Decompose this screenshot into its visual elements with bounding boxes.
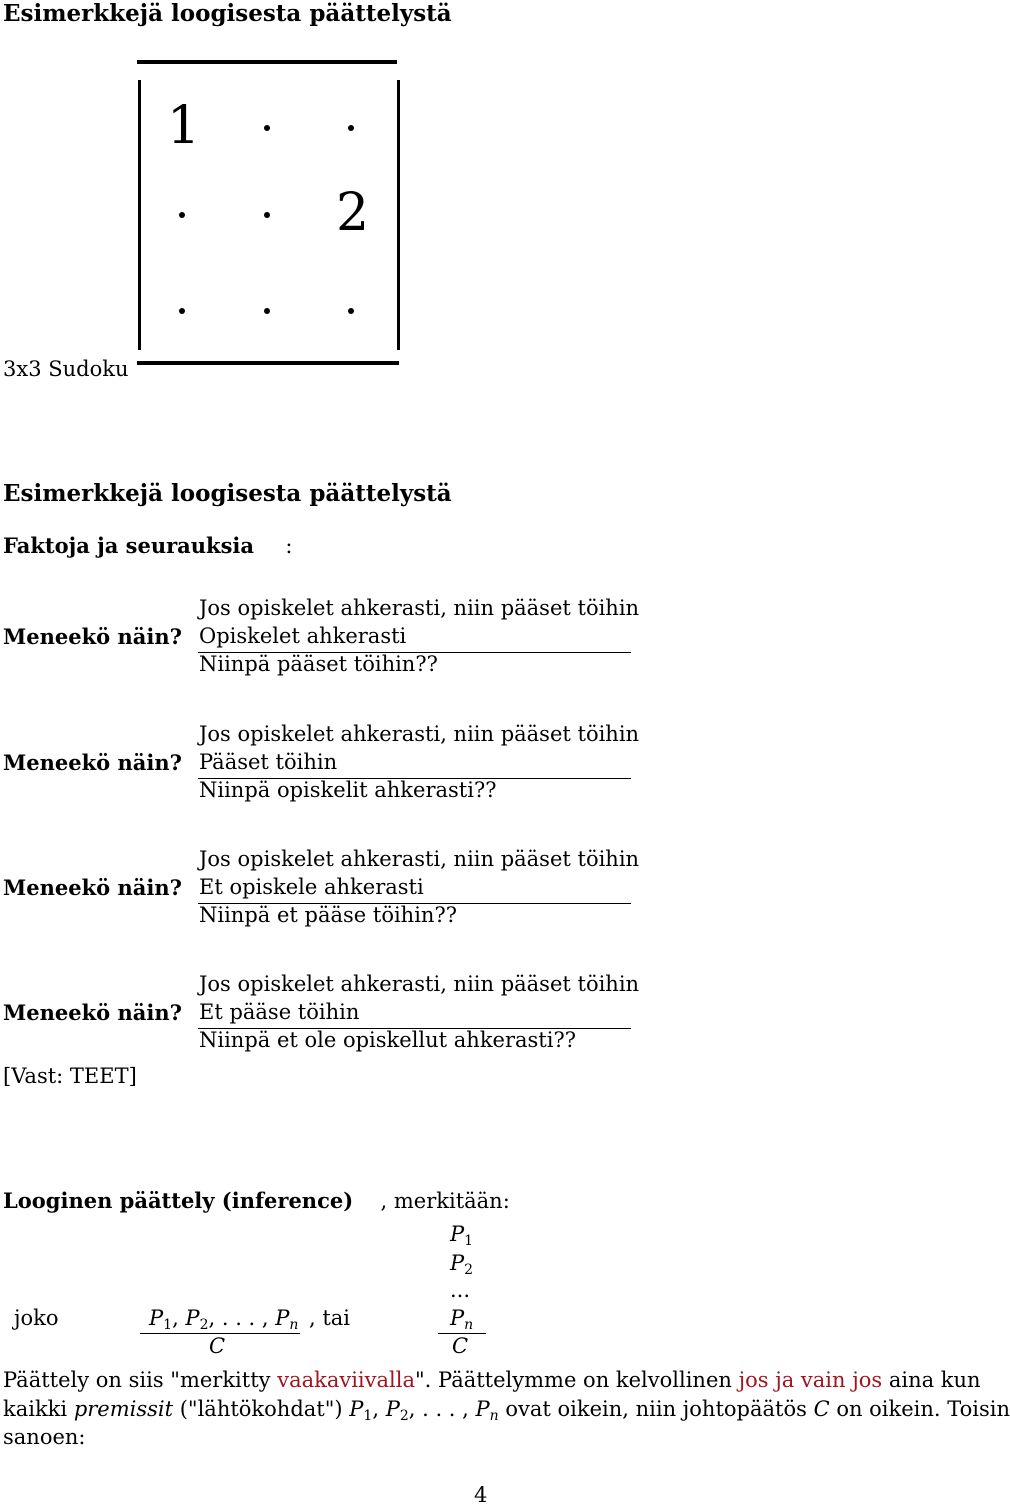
paragraph-text: aina kun [882, 1368, 981, 1392]
subscript: n [464, 1317, 474, 1333]
highlight-term: vain [800, 1368, 846, 1392]
sudoku-empty-cell-3-1 [179, 308, 185, 314]
conclusion-text: Niinpä et pääse töihin [199, 903, 435, 927]
sudoku-top-border [137, 60, 397, 64]
highlight-term: ja [768, 1368, 801, 1392]
premise-symbol: P [475, 1397, 490, 1421]
conclusion [199, 1028, 576, 1052]
sudoku-right-border [397, 80, 400, 350]
premise-symbol: P [450, 1306, 465, 1330]
premise-1: Jos opiskelet ahkerasti, niin pääset töihin [199, 722, 640, 746]
conclusion-symbol: C [813, 1397, 830, 1421]
conclusion [199, 652, 438, 676]
separator: , [408, 1397, 423, 1421]
question-label: Meneekö näin? [3, 624, 182, 649]
sudoku-empty-cell-1-2 [264, 125, 270, 131]
inference-suffix: , merkitään: [380, 1189, 510, 1213]
facts-label: Faktoja ja seurauksia [3, 533, 255, 558]
facts-colon: : [285, 534, 293, 558]
page-number: 4 [474, 1483, 488, 1507]
conclusion [199, 778, 496, 802]
conclusion [199, 903, 457, 927]
question-label: Meneekö näin? [3, 875, 182, 900]
subscript: 1 [163, 1317, 173, 1333]
paragraph-line-3: sanoen: [3, 1425, 86, 1449]
paragraph-text: on oikein. Toisin [829, 1397, 1010, 1421]
paragraph-line-2 [3, 1397, 1010, 1424]
subscript: n [489, 1408, 499, 1424]
premise-1: Jos opiskelet ahkerasti, niin pääset töihin [199, 972, 640, 996]
joko-label: joko [14, 1306, 59, 1330]
sudoku-empty-cell-3-3 [348, 308, 354, 314]
premise-2: Et opiskele ahkerasti [199, 875, 424, 899]
ellipsis: . . . , [422, 1397, 469, 1421]
conclusion-text: Niinpä et ole opiskellut ahkerasti [199, 1028, 554, 1052]
paragraph-text: ". Päättelymme on kelvollinen [415, 1368, 739, 1392]
sudoku-caption: 3x3 Sudoku [3, 357, 129, 381]
paragraph-line-1 [3, 1368, 981, 1392]
page-title: Esimerkkejä loogisesta päättelystä [3, 0, 452, 27]
highlight-term: jos [852, 1368, 883, 1392]
sudoku-cell-2-3: 2 [336, 183, 370, 243]
premise-symbol: P [275, 1306, 290, 1330]
sudoku-empty-cell-1-3 [348, 125, 354, 131]
premise-1: Jos opiskelet ahkerasti, niin pääset töihin [199, 596, 640, 620]
conclusion-text: Niinpä opiskelit ahkerasti [199, 778, 474, 802]
sudoku-bottom-border [137, 361, 399, 365]
premise-list [149, 1306, 299, 1333]
sudoku-left-border [138, 80, 141, 350]
sudoku-cell-1-1: 1 [167, 96, 201, 156]
premise-symbol: P [450, 1251, 465, 1275]
premise-2: Opiskelet ahkerasti [199, 624, 407, 648]
sudoku-empty-cell-2-2 [264, 212, 270, 218]
premise-symbol: P [185, 1306, 200, 1330]
separator: , [172, 1306, 186, 1330]
subscript: 2 [399, 1408, 409, 1424]
vertical-premise-1 [450, 1222, 474, 1249]
question-label: Meneekö näin? [3, 750, 182, 775]
sudoku-empty-cell-2-1 [179, 212, 185, 218]
vertical-premise-n [450, 1306, 474, 1333]
question-label: Meneekö näin? [3, 1000, 182, 1025]
conclusion-text: Niinpä pääset töihin [199, 652, 416, 676]
ellipsis: . . . , [221, 1306, 269, 1330]
question-marks: ?? [415, 652, 438, 676]
subscript: n [289, 1317, 299, 1333]
conclusion-symbol: C [209, 1334, 226, 1358]
subscript: 1 [464, 1233, 474, 1249]
premise-2: Pääset töihin [199, 750, 338, 774]
sudoku-empty-cell-3-2 [264, 308, 270, 314]
inference-label: Looginen päättely (inference) [3, 1188, 354, 1213]
premise-symbol: P [149, 1306, 164, 1330]
paragraph-text: kaikki [3, 1397, 74, 1421]
premise-symbol: P [450, 1222, 465, 1246]
facts-heading [3, 533, 292, 558]
highlight-term: jos [738, 1368, 769, 1392]
highlight-term: vaakaviivalla [277, 1368, 415, 1392]
question-marks: ?? [553, 1028, 576, 1052]
subscript: 1 [363, 1408, 373, 1424]
tai-label: , tai [309, 1306, 351, 1330]
premise-symbol: P [385, 1397, 400, 1421]
inference-heading [3, 1188, 510, 1213]
paragraph-text: ovat oikein, niin johtopäätös [498, 1397, 814, 1421]
paragraph-text: Päättely on siis "merkitty [3, 1368, 278, 1392]
question-marks: ?? [434, 903, 457, 927]
vertical-ellipsis: ... [450, 1278, 471, 1302]
paragraph-text: ("lähtökohdat") [173, 1397, 350, 1421]
premise-2: Et pääse töihin [199, 1000, 360, 1024]
separator: , [208, 1306, 222, 1330]
section-title: Esimerkkejä loogisesta päättelystä [3, 480, 452, 507]
vertical-premise-2 [450, 1251, 474, 1278]
question-marks: ?? [473, 778, 497, 802]
subscript: 2 [199, 1317, 209, 1333]
conclusion-symbol: C [452, 1334, 469, 1358]
premise-1: Jos opiskelet ahkerasti, niin pääset töihin [199, 847, 640, 871]
premise-symbol: P [349, 1397, 364, 1421]
answer-note: [Vast: TEET] [3, 1064, 137, 1088]
emphasis-term: premissit [73, 1397, 174, 1421]
separator: , [372, 1397, 386, 1421]
subscript: 2 [464, 1262, 474, 1278]
